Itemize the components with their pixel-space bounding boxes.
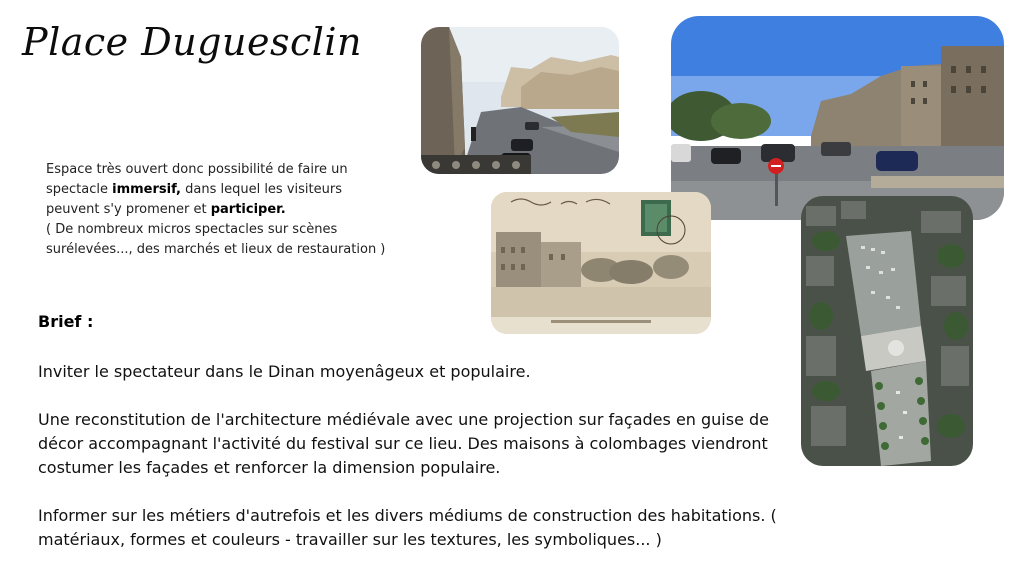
intro-text	[46, 160, 396, 260]
brief-paragraph: Inviter le spectateur dans le Dinan moyenâgeux et populaire.	[38, 362, 531, 381]
brief-body	[38, 360, 798, 576]
aerial-photo	[801, 196, 973, 466]
brief-heading: Brief :	[38, 312, 94, 331]
intro-part3: ( De nombreux micros spectacles sur scènes surélevées..., des marchés et lieux de restauration )	[46, 222, 386, 257]
brief-paragraph: Informer sur les métiers d'autrefois et les divers médiums de construction des habitations. ( matériaux, formes et couleurs - travailler sur les textures, les symboliques... )	[38, 506, 777, 549]
intro-bold-immersif: immersif,	[112, 182, 181, 197]
street-photo	[421, 27, 619, 174]
intro-part1: Espace très ouvert donc possibilité de faire un spectacle	[46, 162, 348, 197]
brief-paragraph: Une reconstitution de l'architecture médiévale avec une projection sur façades en guise de décor accompagnant l'activité du festival sur ce lieu. Des maisons à colombages viendront costumer les façades et renforcer la dimension populaire.	[38, 410, 770, 477]
intro-bold-participer: participer.	[210, 202, 286, 217]
postcard-photo	[491, 192, 711, 334]
intro-part2: dans lequel les visiteurs peuvent s'y promener et	[46, 182, 342, 217]
slide-title: Place Duguesclin	[22, 20, 363, 64]
square-photo	[671, 16, 1004, 220]
